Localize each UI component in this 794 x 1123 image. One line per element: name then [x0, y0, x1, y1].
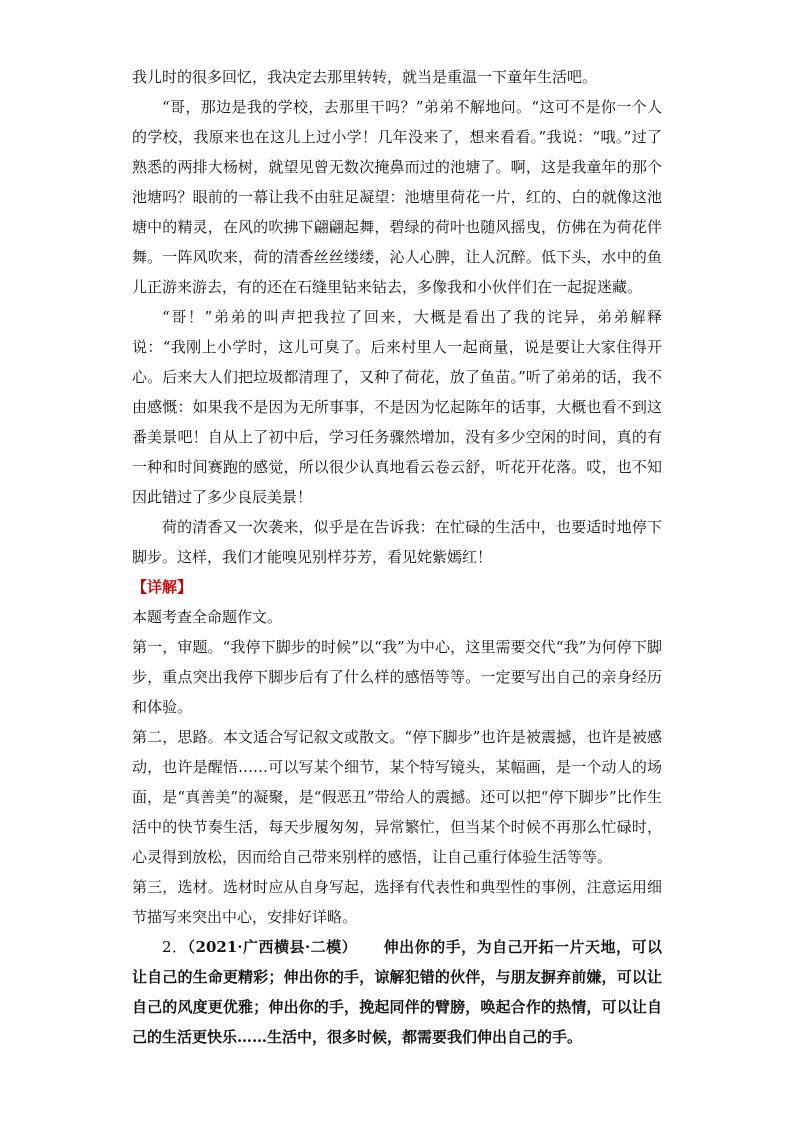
essay-paragraph-1: 我儿时的很多回忆，我决定去那里转转，就当是重温一下童年生活吧。: [132, 68, 598, 86]
essay-paragraph-3: “哥！”弟弟的叫声把我拉了回来，大概是看出了我的诧异，弟弟解释说：“我刚上小学时，这儿可臭了。后来村里人一起商量，说是要让大家住得开心。后来大人们把垃圾都清理了，又种了荷花，放了鱼苗。”听了弟弟的话，我不由感慨：如果我不是因为无所事事，不是因为忆起陈年的话事，大概也看不到这番美景吧！自从上了初中后，学习任务骤然增加，没有多少空闲的时间，真的有一种和时间赛跑的感觉，所以很少认真地看云卷云舒，听花开花落。哎，也不知因此错过了多少良辰美景！: [132, 308, 662, 506]
detail-paragraph-4: 第三，选材。选材时应从自身写起，选择有代表性和典型性的事例，注意运用细节描写来突出中心，安排好详略。: [132, 878, 662, 926]
essay-paragraph-4: 荷的清香又一次袭来，似乎是在告诉我：在忙碌的生活中，也要适时地停下脚步。这样，我们才能嗅见别样芬芳，看见姹紫嫣红！: [132, 518, 662, 566]
detail-paragraph-2: 第一，审题。“我停下脚步的时候”以“我”为中心，这里需要交代“我”为何停下脚步，重点突出我停下脚步后有了什么样的感悟等等。一定要写出自己的亲身经历和体验。: [132, 638, 662, 716]
question-block: [132, 932, 662, 1052]
question-source: （2021·广西横县·二模）: [187, 938, 358, 956]
detail-heading: 【详解】: [132, 578, 193, 596]
detail-paragraph-3: 第二，思路。本文适合写记叙文或散文。“停下脚步”也许是被震撼，也许是被感动，也许是醒悟……可以写某个细节，某个特写镜头，某幅画，是一个动人的场面，是“真善美”的凝聚，是“假恶丑”带给人的震撼。还可以把“停下脚步”比作生活中的快节奏生活，每天步履匆匆，异常繁忙，但当某个时候不再那么忙碌时，心灵得到放松，因而给自己带来别样的感悟，让自己重行体验生活等等。: [132, 728, 662, 866]
question-text: 伸出你的手，为自己开拓一片天地，可以让自己的生命更精彩；伸出你的手，谅解犯错的伙伴，与朋友摒弃前嫌，可以让自己的风度更优雅；伸出你的手，挽起同伴的臂膀，唤起合作的热情，可以让自己的生活更快乐……生活中，很多时候，都需要我们伸出自己的手。: [132, 938, 662, 1046]
detail-paragraph-1: 本题考查全命题作文。: [132, 608, 283, 626]
question-number: 2．: [162, 938, 188, 956]
document-page: [132, 62, 662, 1052]
essay-paragraph-2: “哥，那边是我的学校，去那里干吗？”弟弟不解地问。“这可不是你一个人的学校，我原来也在这儿上过小学！几年没来了，想来看看。”我说：“哦。”过了熟悉的两排大杨树，就望见曾无数次掩鼻而过的池塘了。啊，这是我童年的那个池塘吗？眼前的一幕让我不由驻足凝望：池塘里荷花一片，红的、白的就像这池塘中的精灵，在风的吹拂下翩翩起舞，碧绿的荷叶也随风摇曳，仿佛在为荷花伴舞。一阵风吹来，荷的清香丝丝缕缕，沁人心脾，让人沉醉。低下头，水中的鱼儿正游来游去，有的还在石缝里钻来钻去，多像我和小伙伴们在一起捉迷藏。: [132, 98, 662, 296]
